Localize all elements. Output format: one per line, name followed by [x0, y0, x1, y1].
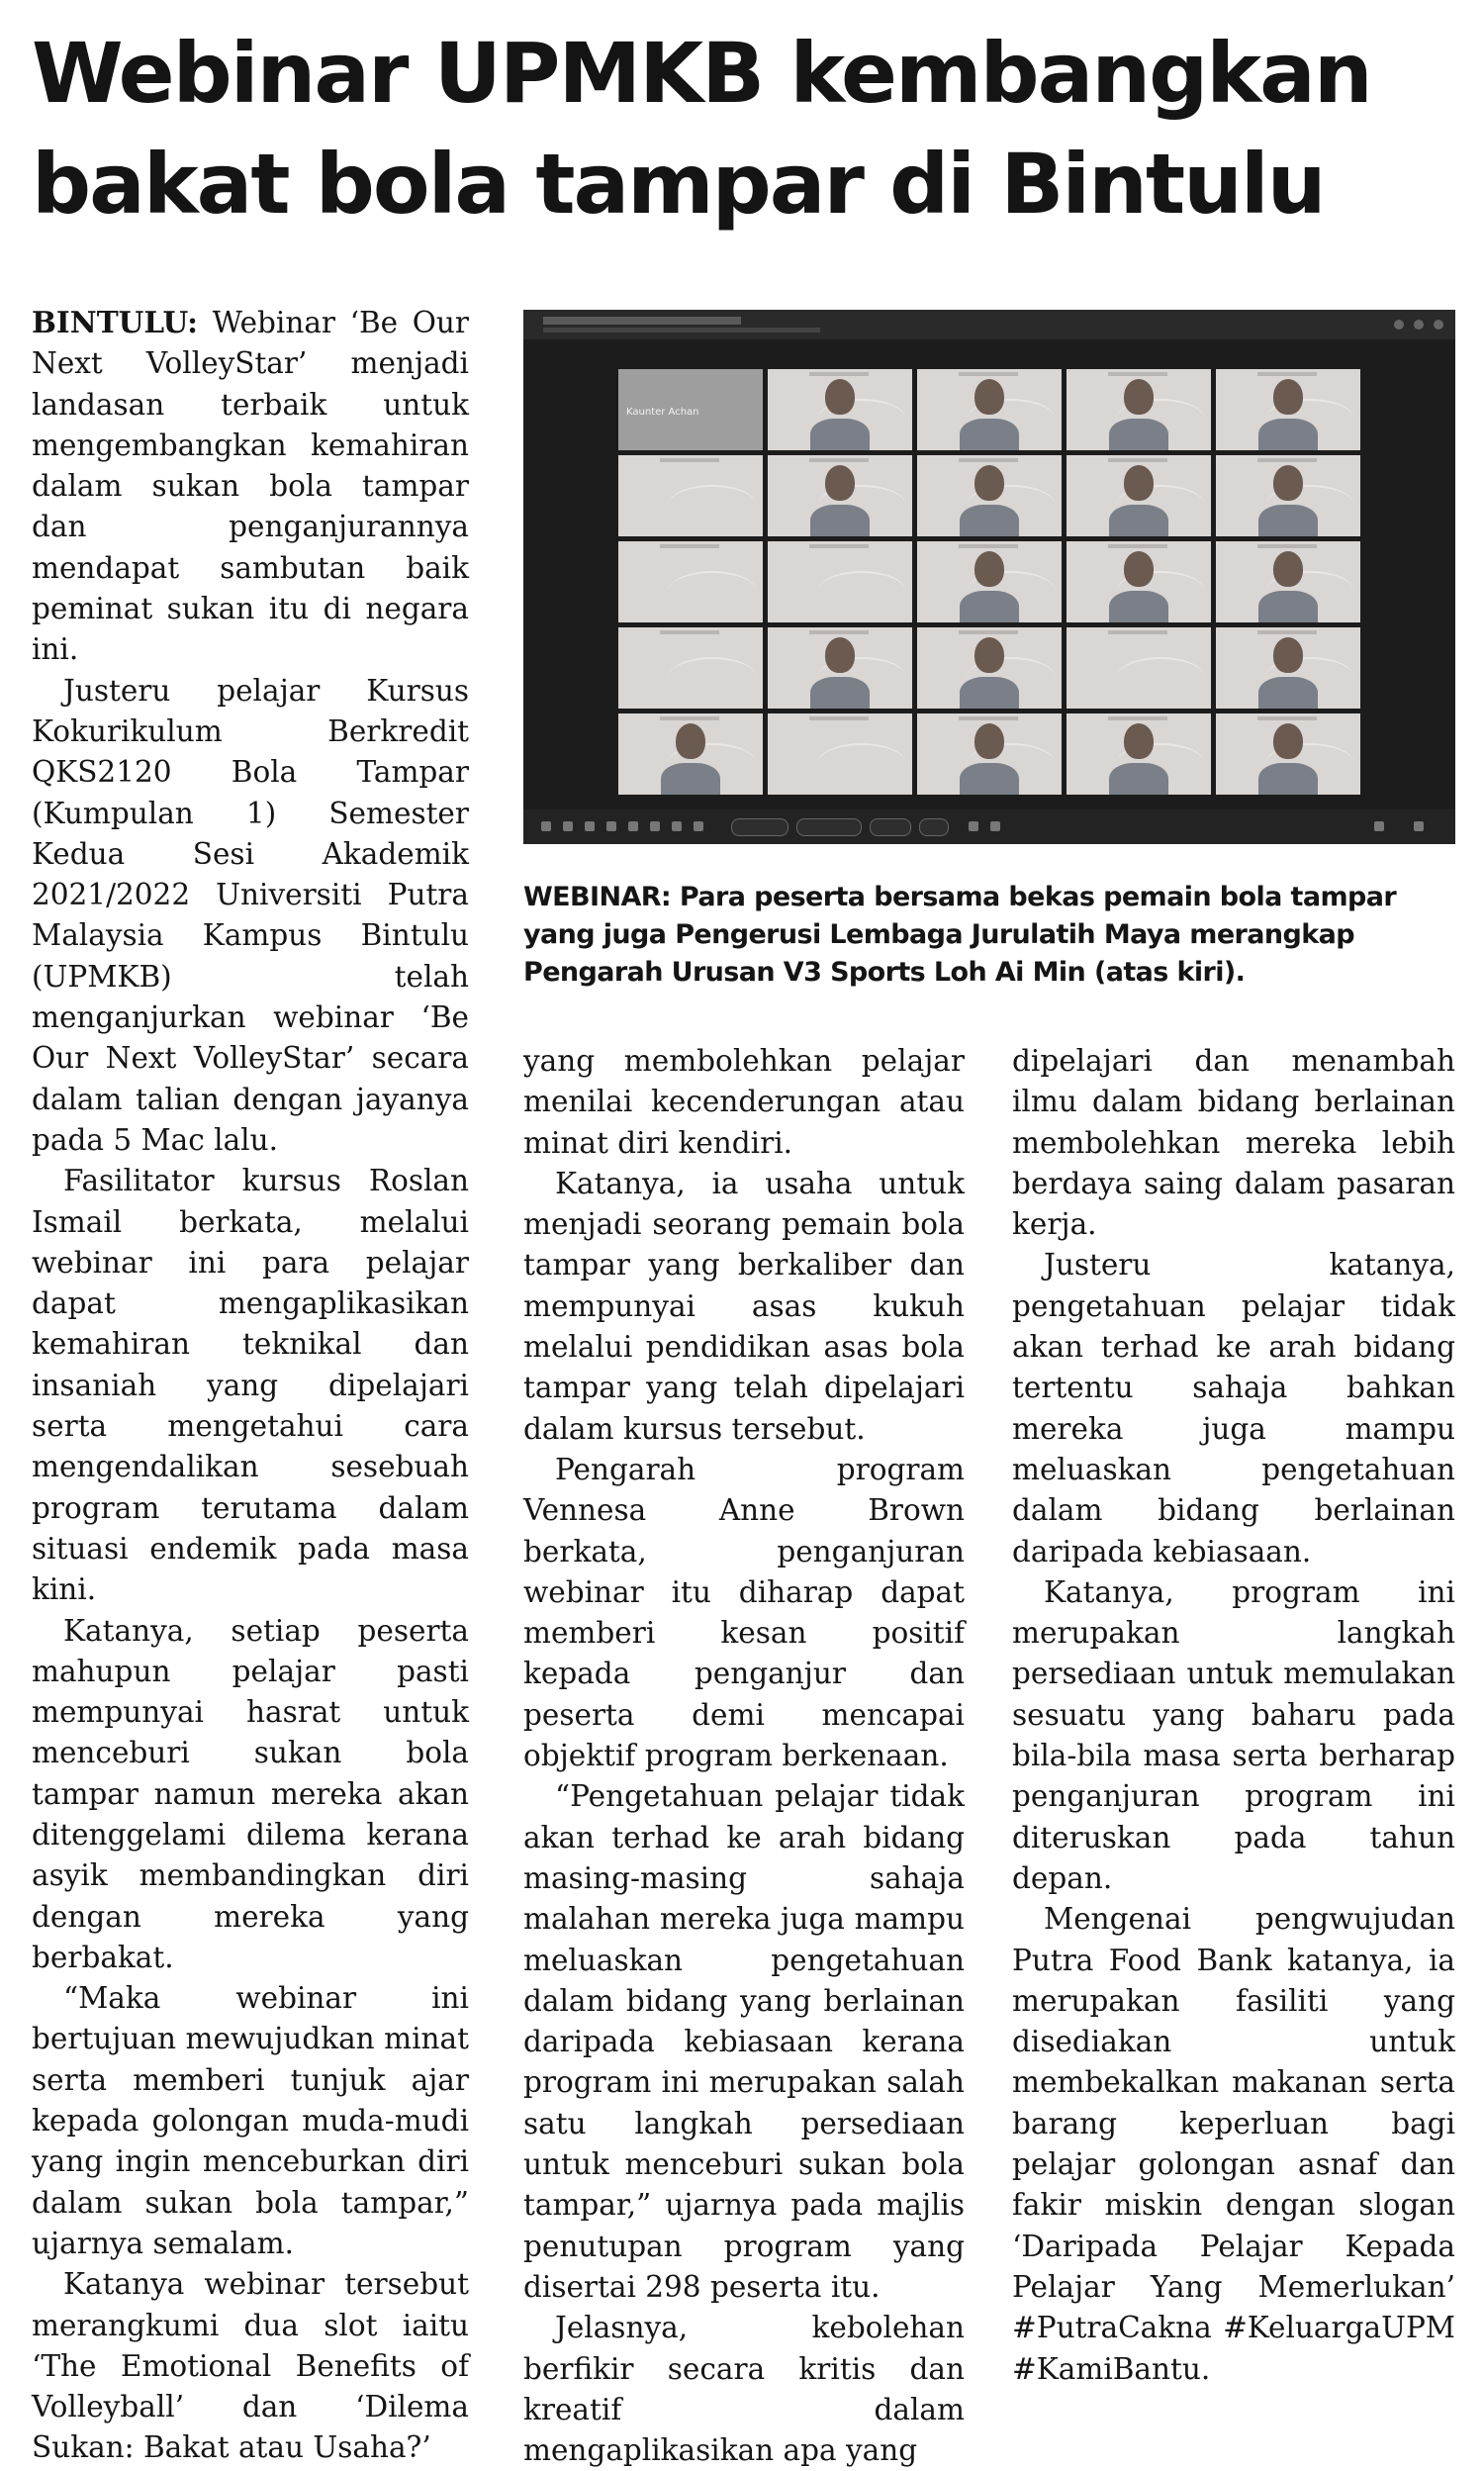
participant-tile	[1216, 627, 1360, 709]
paragraph-10: “Pengetahuan pelajar tidak akan terhad ke arah bidang masing-masing sahaja malahan mereka juga mampu meluaskan pengetahuan dalam bidang yang berlainan daripada kebiasaan kerana program ini merupakan salah satu langkah persediaan untuk menceburi sukan bola tampar,” ujarnya pada majlis penutupan program yang disertai 298 peserta itu.	[523, 1779, 965, 2304]
participant-tile	[768, 713, 912, 795]
paragraph-8: Katanya, ia usaha untuk menjadi seorang pemain bola tampar yang berkaliber dan mempunyai asas kukuh melalui pendidikan asas bola tampar yang telah dipelajari dalam kursus tersebut.	[523, 1166, 965, 1446]
paragraph-6: Katanya webinar tersebut merangkumi dua slot iaitu ‘The Emotional Benefits of Volleyball’ dan ‘Dilema Sukan: Bakat atau Usaha?’	[32, 2267, 469, 2465]
participant-tile	[1067, 541, 1211, 622]
paragraph-13: Justeru katanya, pengetahuan pelajar tidak akan terhad ke arah bidang tertentu sahaja bahkan mereka juga mampu meluaskan pengetahuan dalam bidang berlainan daripada kebiasaan.	[1012, 1248, 1455, 1568]
paragraph-9: Pengarah program Vennesa Anne Brown berkata, penganjuran webinar itu diharap dapat memberi kesan positif kepada penganjur dan peserta demi mencapai objektif program berkenaan.	[523, 1452, 965, 1773]
participant-grid	[618, 369, 1360, 795]
participant-tile	[1216, 541, 1360, 622]
meeting-title-bar	[523, 310, 1455, 339]
participant-tile	[618, 455, 763, 536]
webinar-screenshot-photo	[523, 310, 1455, 844]
article-column-2	[523, 1041, 965, 2471]
paragraph-4: Katanya, setiap peserta mahupun pelajar pasti mempunyai hasrat untuk menceburi sukan bola tampar namun mereka akan ditenggelami dilema kerana asyik membandingkan diri dengan mereka yang berbakat.	[32, 1613, 469, 1974]
photo-caption: WEBINAR: Para peserta bersama bekas pemain bola tampar yang juga Pengerusi Lembaga Jurulatih Maya merangkap Pengarah Urusan V3 Sports Loh Ai Min (atas kiri).	[523, 882, 1397, 988]
paragraph-15: Mengenai pengwujudan Putra Food Bank katanya, ia merupakan fasiliti yang disediakan untuk membekalkan makanan serta barang keperluan bagi pelajar golongan asnaf dan fakir miskin dengan slogan ‘Daripada Pelajar Kepada Pelajar Yang Memerlukan’ #PutraCakna #KeluargaUPM #KamiBantu.	[1012, 1902, 1455, 2386]
paragraph-11: Jelasnya, kebolehan berfikir secara kritis dan kreatif dalam mengaplikasikan apa yang	[523, 2311, 965, 2468]
participant-tile	[917, 713, 1062, 795]
participant-tile	[768, 369, 912, 450]
participant-tile	[618, 627, 763, 709]
article-column-1	[32, 302, 469, 2469]
paragraph-2: Justeru pelajar Kursus Kokurikulum Berkredit QKS2120 Bola Tampar (Kumpulan 1) Semester Kedua Sesi Akademik 2021/2022 Universiti Putra Malaysia Kampus Bintulu (UPMKB) telah menganjurkan webinar ‘Be Our Next VolleyStar’ secara dalam talian dengan jayanya pada 5 Mac lalu.	[32, 673, 469, 1157]
paragraph-5: “Maka webinar ini bertujuan mewujudkan minat serta memberi tunjuk ajar kepada golongan muda-mudi yang ingin menceburkan diri dalam sukan bola tampar,” ujarnya semalam.	[32, 1981, 469, 2260]
participant-tile	[618, 713, 763, 795]
participant-tile	[1067, 627, 1211, 709]
participant-tile-named	[618, 369, 763, 450]
participant-tile	[1216, 713, 1360, 795]
participant-tile	[917, 455, 1062, 536]
participant-tile	[768, 541, 912, 622]
paragraph-12: dipelajari dan menambah ilmu dalam bidang berlainan membolehkan mereka lebih berdaya saing dalam pasaran kerja.	[1012, 1044, 1455, 1242]
paragraph-14: Katanya, program ini merupakan langkah persediaan untuk memulakan sesuatu yang baharu pada bila-bila masa serta berharap penganjuran program ini diteruskan pada tahun depan.	[1012, 1574, 1455, 1895]
dateline: BINTULU:	[32, 305, 199, 339]
paragraph-7: yang membolehkan pelajar menilai kecenderungan atau minat diri kendiri.	[523, 1044, 965, 1160]
participant-tile	[768, 455, 912, 536]
participant-tile	[1216, 369, 1360, 450]
headline: Webinar UPMKB kembangkan bakat bola tampar di Bintulu	[32, 25, 1371, 233]
participant-tile	[917, 369, 1062, 450]
participant-tile	[1067, 455, 1211, 536]
participant-name: Kaunter Achan	[626, 407, 699, 418]
participant-tile	[917, 541, 1062, 622]
paragraph-3: Fasilitator kursus Roslan Ismail berkata, melalui webinar ini para pelajar dapat mengaplikasikan kemahiran teknikal dan insaniah yang dipelajari serta mengetahui cara mengendalikan sesebuah program terutama dalam situasi endemik pada masa kini.	[32, 1164, 469, 1607]
participant-tile	[1216, 455, 1360, 536]
article-column-3	[1012, 1041, 1455, 2390]
participant-tile	[917, 627, 1062, 709]
participant-tile	[1067, 713, 1211, 795]
participant-tile	[768, 627, 912, 709]
participant-tile	[1067, 369, 1211, 450]
participant-tile	[618, 541, 763, 622]
paragraph-1: BINTULU: Webinar ‘Be Our Next VolleyStar’ menjadi landasan terbaik untuk mengembangkan kemahiran dalam sukan bola tampar dan penganjurannya mendapat sambutan baik peminat sukan itu di negara ini.	[32, 305, 469, 667]
meeting-toolbar	[523, 809, 1455, 844]
